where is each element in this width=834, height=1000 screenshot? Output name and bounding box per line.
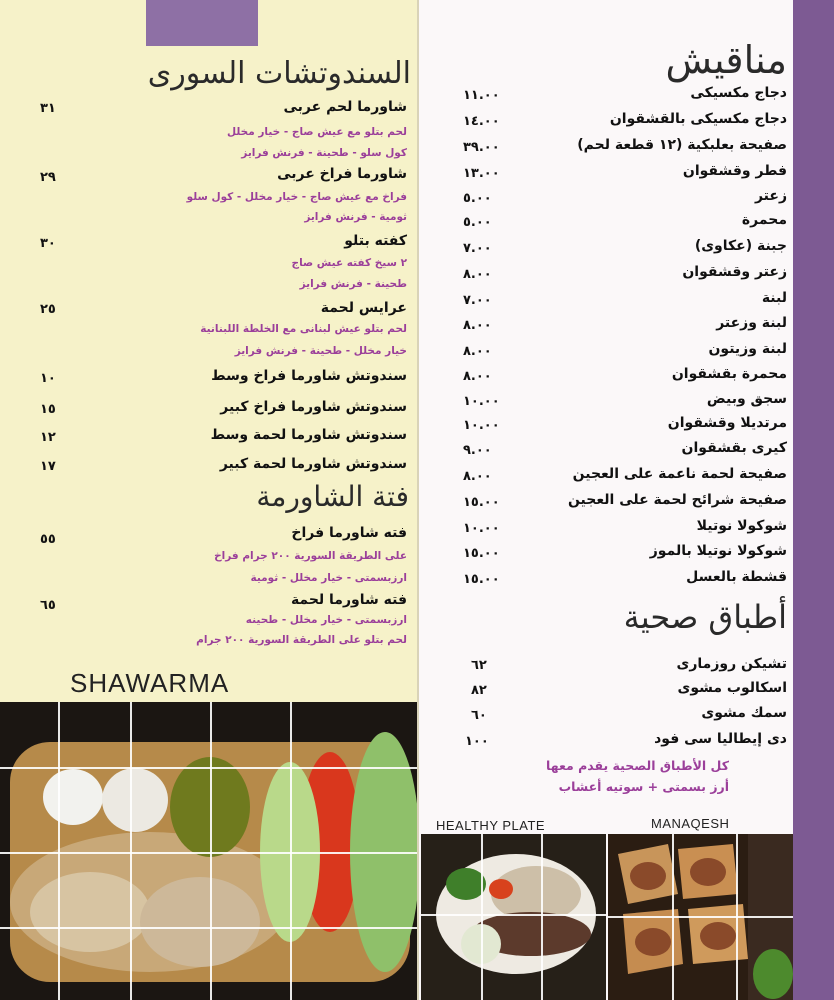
- menu-item-price: ٥.٠٠: [463, 215, 492, 230]
- healthy-plate-photo-label: HEALTHY PLATE: [436, 818, 546, 833]
- menu-item-name: لبنة: [761, 290, 787, 306]
- menu-item-name: مرتديلا وقشقوان: [667, 415, 787, 431]
- menu-item-name: عرايس لحمة: [320, 300, 407, 316]
- menu-item-price: ٨.٠٠: [463, 469, 492, 484]
- menu-item-name: محمرة بقشقوان: [671, 366, 787, 382]
- manaqesh-photo-label: MANAQESH: [651, 816, 730, 831]
- right-menu-page: [419, 0, 793, 1000]
- menu-item-price: ٣١: [40, 101, 56, 116]
- menu-item-price: ١٥.٠٠: [463, 546, 500, 561]
- photo-grid-line: [58, 702, 60, 1000]
- menu-item-name: جبنة (عكاوى): [694, 238, 787, 254]
- menu-item-name: دجاج مكسيكى: [690, 85, 787, 101]
- menu-item-name: لبنة وزعتر: [716, 315, 787, 331]
- menu-item-name: شوكولا نوتيلا: [696, 518, 787, 534]
- menu-item-price: ١٠.٠٠: [463, 394, 500, 409]
- menu-item-desc: ٢ سيخ كفته عيش صاج: [291, 257, 407, 269]
- menu-item-price: ١٥.٠٠: [463, 572, 500, 587]
- photo-grid-line: [290, 702, 292, 1000]
- healthy-plates-title: أطباق صحية: [623, 598, 787, 636]
- menu-item-name: سجق وبيض: [706, 391, 787, 407]
- manaqesh-photo: [608, 834, 793, 1000]
- menu-item-price: ٢٥: [40, 302, 56, 317]
- healthy-plate-photo: [421, 834, 606, 1000]
- menu-item-price: ٧.٠٠: [463, 241, 492, 256]
- photo-grid-line: [0, 767, 419, 769]
- menu-item-price: ٨.٠٠: [463, 369, 492, 384]
- menu-item-price: ٨.٠٠: [463, 318, 492, 333]
- menu-item-name: محمرة: [741, 212, 787, 228]
- menu-item-name: سندوتش شاورما فراخ وسط: [211, 368, 407, 384]
- menu-item-price: ٨.٠٠: [463, 344, 492, 359]
- menu-item-desc: لحم بتلو مع عيش صاج - خيار مخلل: [227, 126, 407, 138]
- menu-item-price: ٩.٠٠: [463, 443, 492, 458]
- photo-grid-line: [210, 702, 212, 1000]
- menu-item-name: كيرى بقشقوان: [681, 440, 787, 456]
- healthy-plate-illustration: [421, 834, 606, 1000]
- menu-item-price: ١٠.٠٠: [463, 418, 500, 433]
- menu-item-price: ٥.٠٠: [463, 191, 492, 206]
- menu-item-price: ٨٢: [471, 683, 487, 698]
- menu-item-name: صفيحة شرائح لحمة على العجين: [567, 492, 787, 508]
- menu-item-name: فته شاورما لحمة: [290, 592, 407, 608]
- menu-item-name: زعتر: [754, 188, 787, 204]
- photo-grid-line: [541, 834, 543, 1000]
- menu-item-price: ٣٩.٠٠: [463, 140, 500, 155]
- photo-grid-line: [481, 834, 483, 1000]
- menu-item-desc: خيار مخلل - طحينة - فرنش فرايز: [234, 345, 407, 357]
- menu-item-name: سندوتش شاورما لحمة وسط: [210, 427, 407, 443]
- menu-item-desc: لحم بتلو عيش لبنانى مع الخلطة اللبنانية: [200, 323, 407, 335]
- healthy-note: أرز بسمتى + سوتيه أعشاب: [558, 779, 729, 794]
- menu-item-desc: ارزبسمتى - خيار مخلل - طحينه: [245, 614, 407, 626]
- menu-item-price: ٥٥: [40, 532, 56, 547]
- menu-item-price: ١٥.٠٠: [463, 495, 500, 510]
- menu-item-price: ٢٩: [40, 170, 56, 185]
- menu-item-price: ٣٠: [40, 236, 56, 251]
- menu-item-price: ١٤.٠٠: [463, 114, 500, 129]
- menu-item-desc: كول سلو - طحينة - فرنش فرايز: [241, 147, 407, 159]
- shawarma-photo: [0, 702, 419, 1000]
- menu-item-price: ٦٢: [471, 658, 487, 673]
- photo-grid-line: [608, 916, 793, 918]
- photo-grid-line: [0, 852, 419, 854]
- menu-item-name: فطر وقشقوان: [682, 163, 787, 179]
- purple-tab: [146, 0, 258, 46]
- menu-item-name: شوكولا نوتيلا بالموز: [649, 543, 787, 559]
- menu-item-price: ٧.٠٠: [463, 293, 492, 308]
- menu-item-name: شاورما فراخ عربى: [277, 166, 407, 182]
- healthy-note: كل الأطباق الصحية يقدم معها: [546, 758, 729, 773]
- shawarma-photo-label: SHAWARMA: [70, 668, 230, 698]
- menu-item-name: فته شاورما فراخ: [291, 525, 407, 541]
- menu-item-name: زعتر وقشقوان: [682, 264, 787, 280]
- menu-item-price: ١٢: [40, 430, 56, 445]
- menu-item-name: لبنة وزيتون: [708, 341, 787, 357]
- menu-item-name: دى إيطاليا سى فود: [654, 731, 787, 747]
- menu-item-name: اسكالوب مشوى: [677, 680, 787, 696]
- menu-item-name: كفته بتلو: [344, 233, 407, 249]
- menu-item-price: ١٥: [40, 402, 56, 417]
- menu-item-price: ١٠: [40, 371, 56, 386]
- menu-item-name: سمك مشوى: [701, 705, 787, 721]
- menu-item-desc: ثومية - فرنش فرايز: [304, 211, 407, 223]
- menu-item-name: تشيكن روزمارى: [676, 656, 787, 672]
- menu-item-desc: فراخ مع عيش صاج - خيار مخلل - كول سلو: [186, 191, 407, 203]
- menu-item-name: صفيحة لحمة ناعمة على العجين: [572, 466, 787, 482]
- photo-grid-line: [0, 927, 419, 929]
- menu-item-price: ٦٠: [471, 708, 487, 723]
- menu-item-desc: طحينة - فرنش فرايز: [299, 278, 407, 290]
- photo-grid-line: [130, 702, 132, 1000]
- menu-item-price: ١٠.٠٠: [463, 521, 500, 536]
- menu-item-name: دجاج مكسيكى بالقشقوان: [609, 111, 787, 127]
- menu-item-price: ٨.٠٠: [463, 267, 492, 282]
- menu-item-price: ١٧: [40, 459, 56, 474]
- menu-item-desc: ارزبسمتى - خيار مخلل - ثومية: [250, 572, 407, 584]
- menu-item-price: ١٣.٠٠: [463, 166, 500, 181]
- fatteh-title: فتة الشاورمة: [256, 480, 409, 513]
- sandwiches-title: السندوتشات السورى: [147, 56, 411, 91]
- menu-item-price: ٦٥: [40, 598, 56, 613]
- photo-grid-line: [421, 914, 606, 916]
- menu-item-price: ١٠٠: [465, 734, 489, 749]
- menu-item-name: صفيحة بعلبكية (١٢ قطعة لحم): [577, 137, 787, 153]
- menu-item-name: شاورما لحم عربى: [283, 99, 407, 115]
- menu-item-desc: على الطريقة السورية ٢٠٠ جرام فراخ: [214, 550, 407, 562]
- menu-item-name: سندوتش شاورما لحمة كبير: [219, 456, 407, 472]
- menu-item-price: ١١.٠٠: [463, 88, 500, 103]
- purple-edge-strip: [793, 0, 834, 1000]
- menu-item-desc: لحم بتلو على الطريقة السورية ٢٠٠ جرام: [196, 634, 407, 646]
- menu-item-name: سندوتش شاورما فراخ كبير: [220, 399, 407, 415]
- manaqesh-title: مناقيش: [665, 38, 787, 82]
- menu-item-name: قشطة بالعسل: [686, 569, 787, 585]
